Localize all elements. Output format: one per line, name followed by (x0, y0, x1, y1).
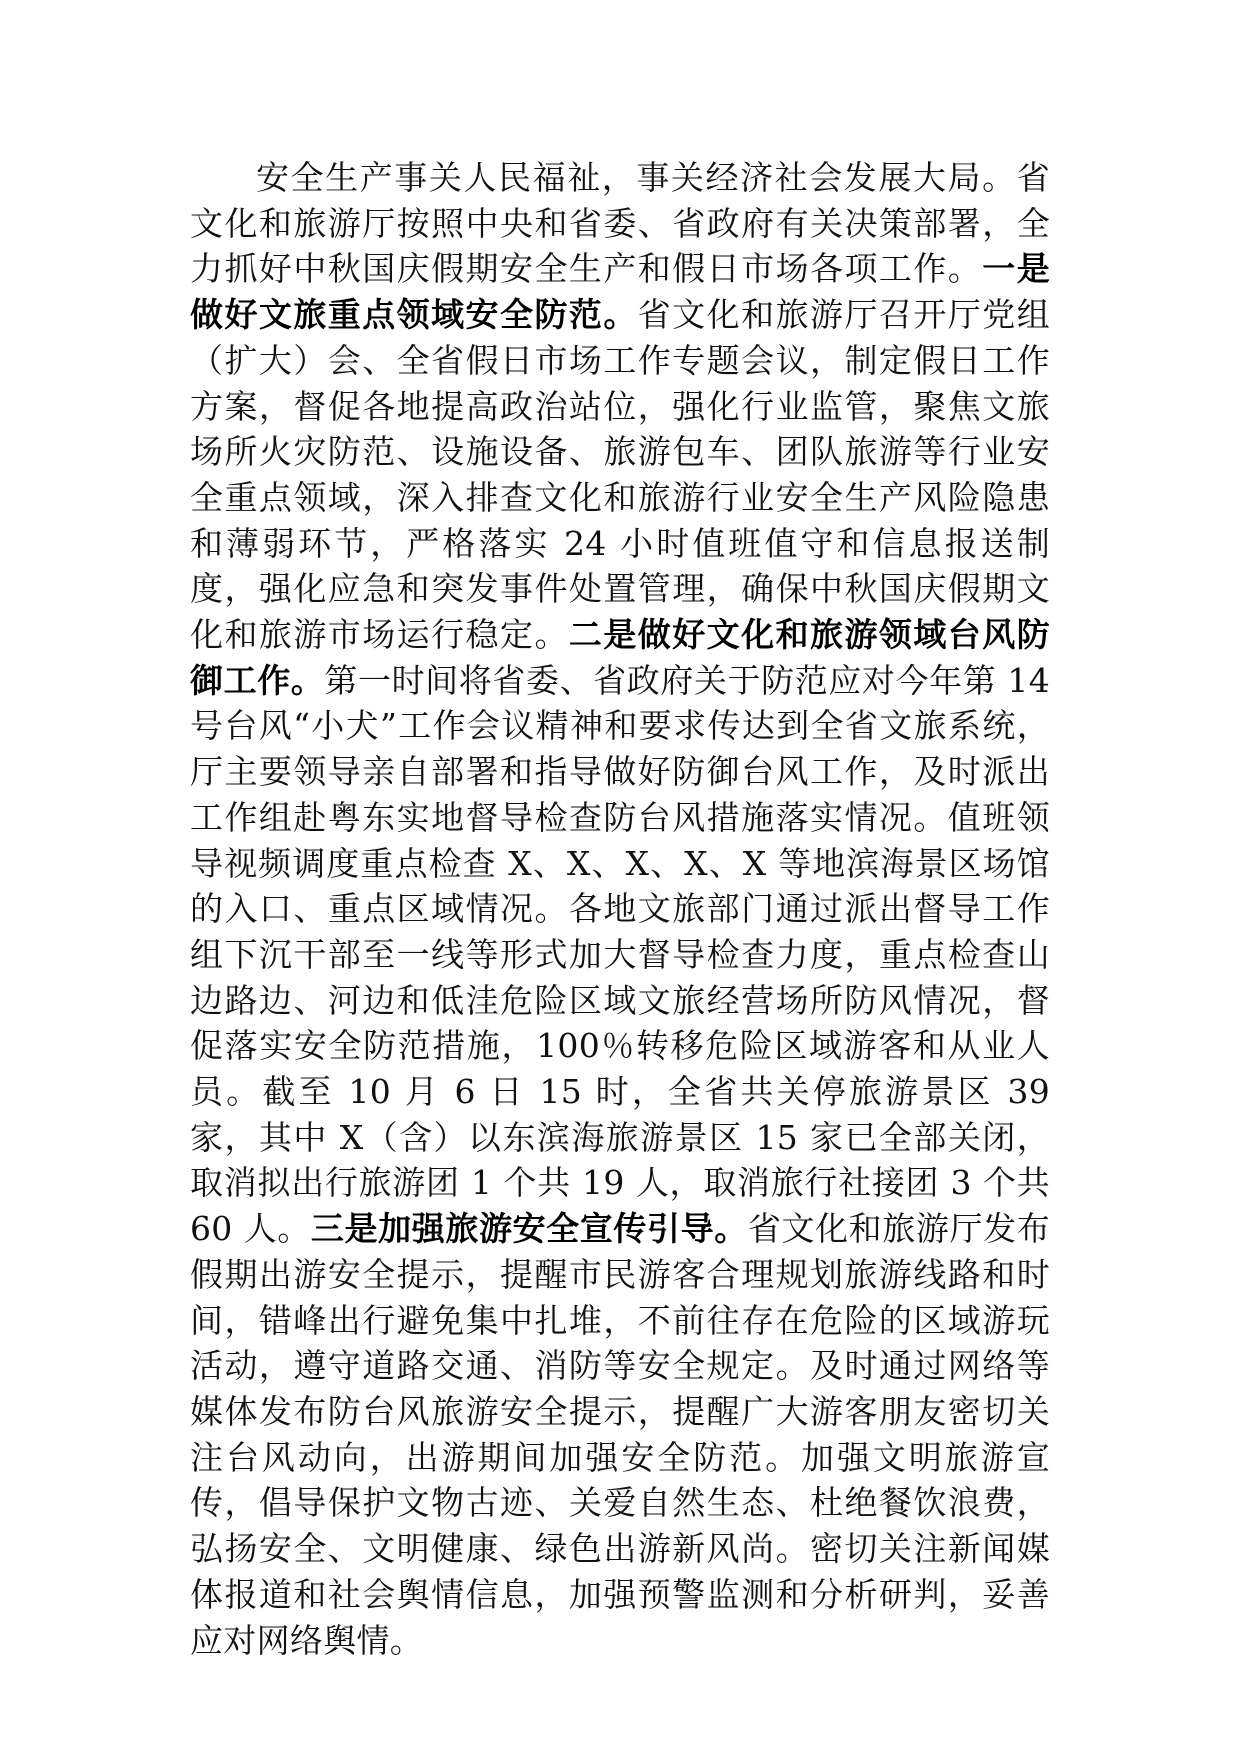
section-heading-3: 三是加强旅游安全宣传引导。 (310, 1209, 748, 1249)
intro-text: 安全生产事关人民福祉，事关经济社会发展大局。省文化和旅游厅按照中央和省委、省政府有关决策部署，全力抓好中秋国庆假期安全生产和假日市场各项工作。 (190, 158, 1050, 289)
section-heading-1: 一是做好文旅重点领域安全防范。 (190, 249, 1050, 335)
section-body-1: 省文化和旅游厅召开厅党组（扩大）会、全省假日市场工作专题会议，制定假日工作方案，督促各地提高政治站位，强化行业监管，聚焦文旅场所火灾防范、设施设备、旅游包车、团队旅游等行业安全重点领域，深入排查文化和旅游行业安全生产风险隐患和薄弱环节，严格落实 24 小时值班值守和信息报送制度，强化应急和突发事件处置管理，确保中秋国庆假期文化和旅游市场运行稳定。 (190, 295, 1050, 655)
section-body-3: 省文化和旅游厅发布假期出游安全提示，提醒市民游客合理规划旅游线路和时间，错峰出行避免集中扎堆，不前往存在危险的区域游玩活动，遵守道路交通、消防等安全规定。及时通过网络等媒体发布防台风旅游安全提示，提醒广大游客朋友密切关注台风动向，出游期间加强安全防范。加强文明旅游宣传，倡导保护文物古迹、关爱自然生态、杜绝餐饮浪费，弘扬安全、文明健康、绿色出游新风尚。密切关注新闻媒体报道和社会舆情信息，加强预警监测和分析研判，妥善应对网络舆情。 (190, 1209, 1051, 1660)
section-heading-2: 二是做好文化和旅游领域台风防御工作。 (190, 615, 1050, 700)
main-paragraph (190, 155, 1050, 1663)
document-body (190, 155, 1050, 1663)
section-body-2: 第一时间将省委、省政府关于防范应对今年第 14 号台风“小犬”工作会议精神和要求传达到全省文旅系统，厅主要领导亲自部署和指导做好防御台风工作，及时派出工作组赴粤东实地督导检查防台风措施落实情况。值班领导视频调度重点检查 X、X、X、X、X 等地滨海景区场馆的入口、重点区域情况。各地文旅部门通过派出督导工作组下沉干部至一线等形式加大督导检查力度，重点检查山边路边、河边和低洼危险区域文旅经营场所防风情况，督促落实安全防范措施，100％转移危险区域游客和从业人员。截至 10 月 6 日 15 时，全省共关停旅游景区 39 家，其中 X（含）以东滨海旅游景区 15 家已全部关闭，取消拟出行旅游团 1 个共 19 人，取消旅行社接团 3 个共 60 人。 (190, 660, 1050, 1249)
